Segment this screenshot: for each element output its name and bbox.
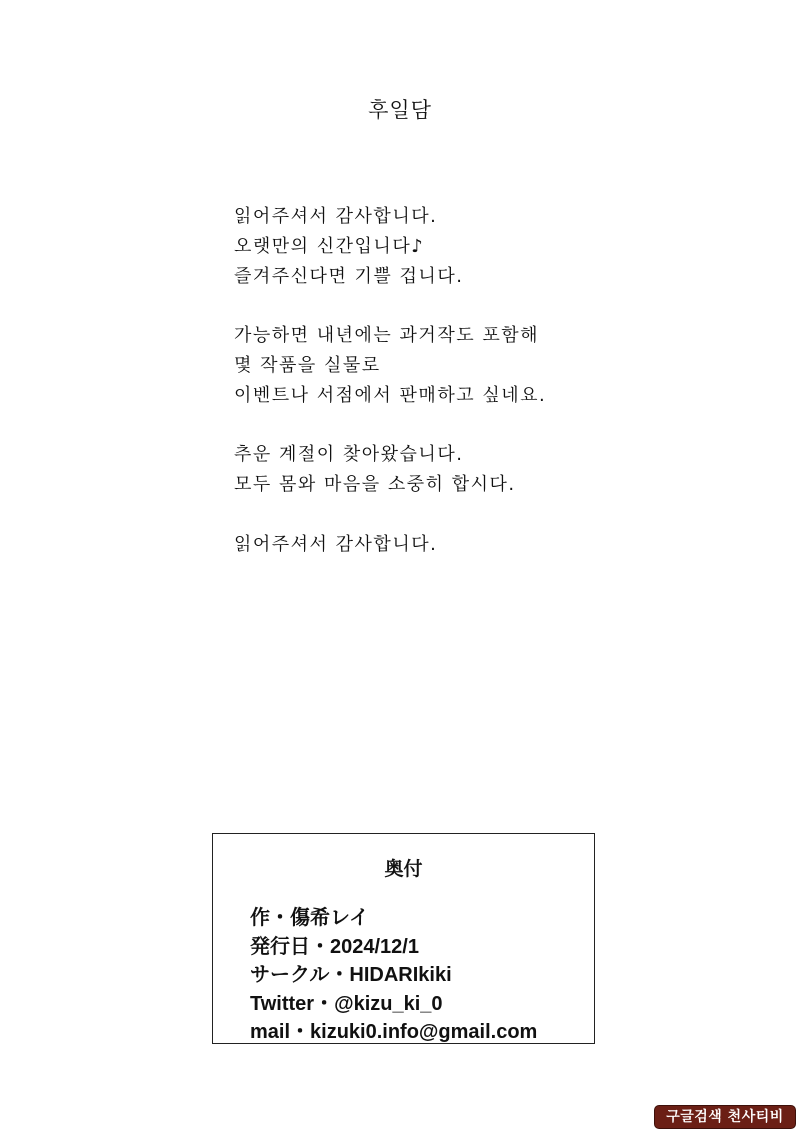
colophon-box — [212, 833, 595, 1044]
message-line: 가능하면 내년에는 과거작도 포함해 — [234, 325, 539, 346]
message-line: 읽어주셔서 감사합니다. — [234, 534, 438, 555]
message-paragraph-4 — [234, 530, 654, 560]
colophon-lines — [250, 904, 537, 1047]
colophon-mail: mail・kizuki0.info@gmail.com — [250, 1021, 538, 1043]
colophon-circle: サークル・HIDARIkiki — [250, 964, 452, 986]
message-paragraph-2 — [234, 321, 654, 411]
watermark-badge: 구글검색 천사티비 — [654, 1105, 796, 1129]
colophon-title: 奥付 — [384, 859, 423, 880]
page-title: 후일담 — [368, 98, 432, 122]
colophon-twitter: Twitter・@kizu_ki_0 — [250, 992, 443, 1015]
message-line: 이벤트나 서점에서 판매하고 싶네요. — [234, 385, 547, 406]
message-paragraph-3 — [234, 440, 654, 500]
message-line: 몇 작품을 실물로 — [234, 355, 381, 376]
message-line: 추운 계절이 찾아왔습니다. — [234, 444, 464, 465]
colophon-publish-date: 発行日・2024/12/1 — [250, 935, 419, 958]
message-line: 읽어주셔서 감사합니다. — [234, 206, 438, 227]
message-line: 즐겨주신다면 기쁠 겁니다. — [234, 266, 464, 287]
message-paragraph-1 — [234, 202, 654, 292]
message-line: 오랫만의 신간입니다♪ — [234, 236, 425, 257]
colophon-author: 作・傷希レイ — [250, 907, 369, 929]
message-line: 모두 몸와 마음을 소중히 합시다. — [234, 474, 516, 495]
